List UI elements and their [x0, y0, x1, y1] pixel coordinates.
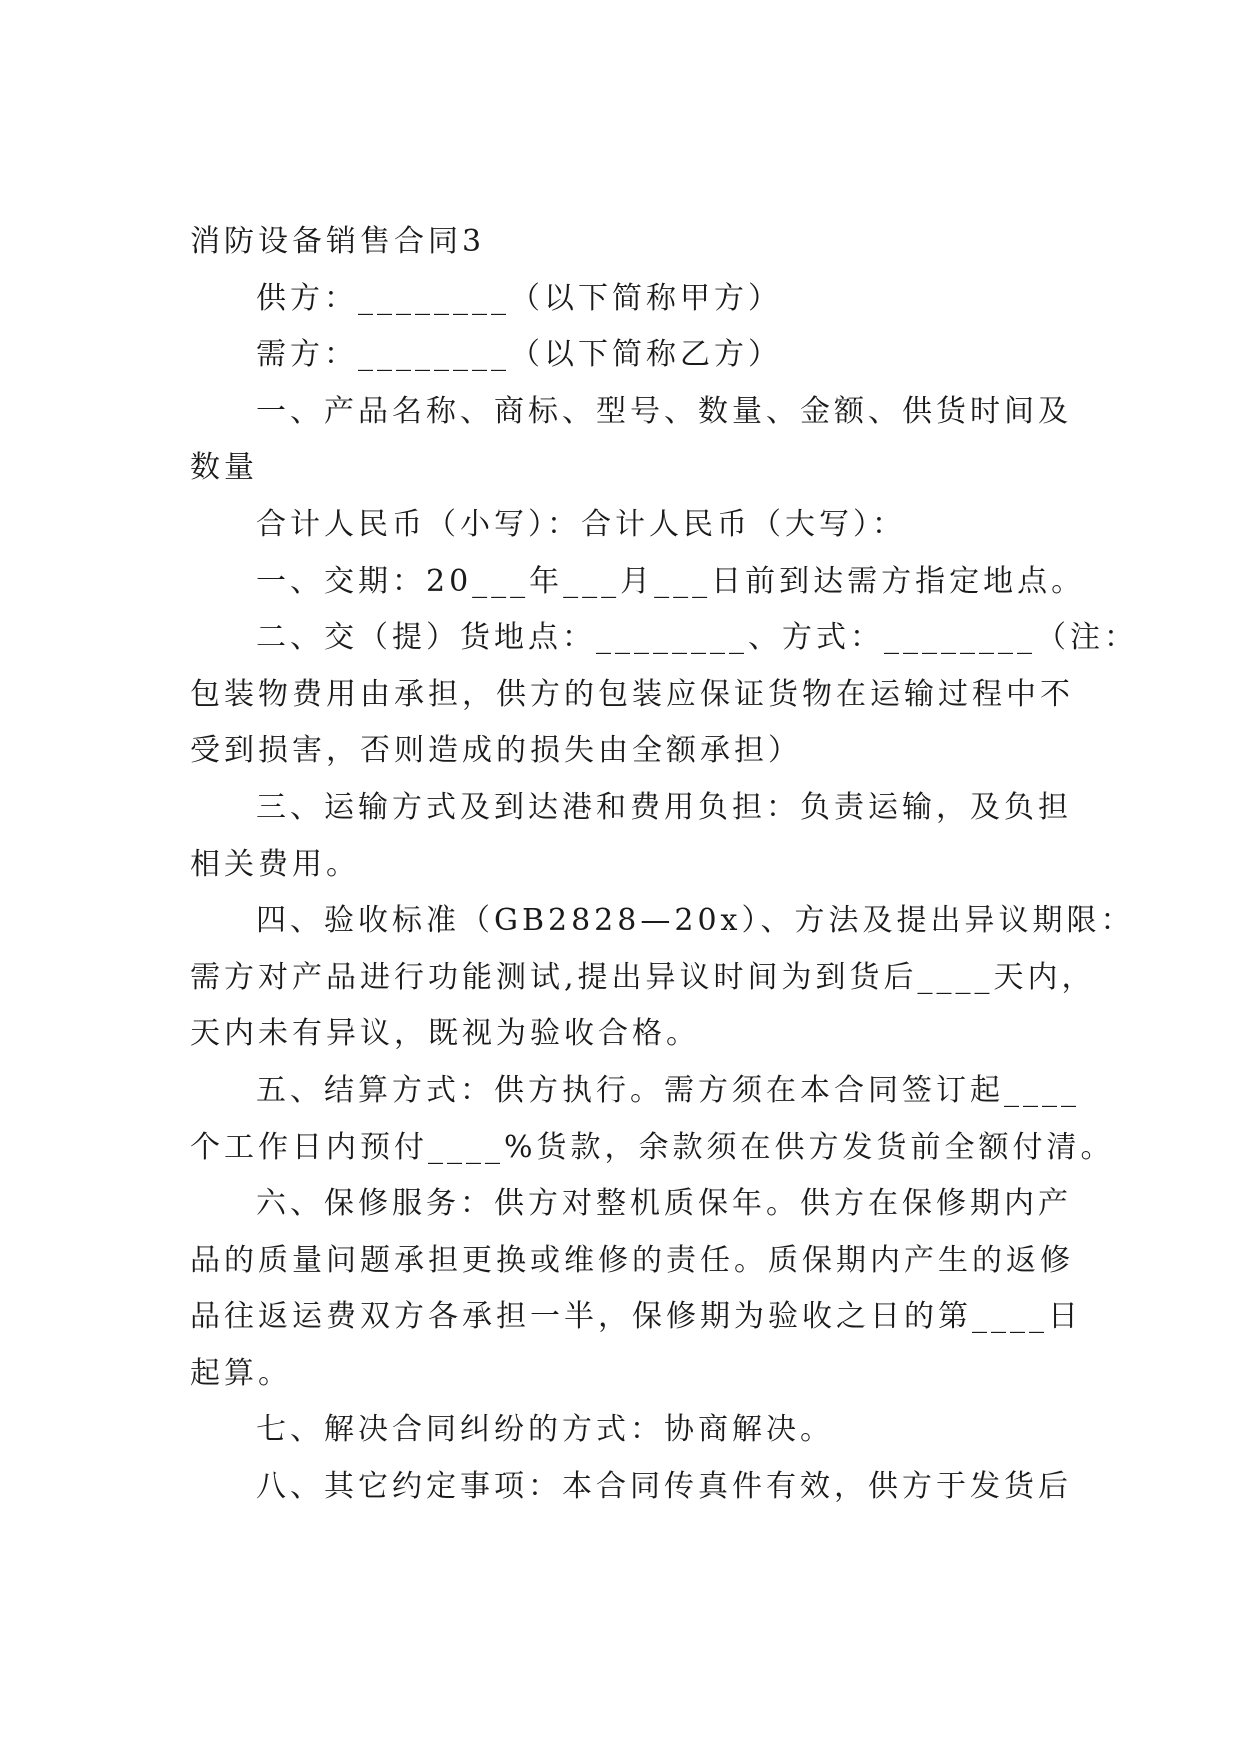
buyer-line: 需方：________（以下简称乙方） [256, 337, 782, 373]
acceptance-line-cont-2: 天内未有异议，既视为验收合格。 [190, 1016, 700, 1052]
delivery-place-line-cont-1: 包装物费用由承担，供方的包装应保证货物在运输过程中不 [190, 676, 1074, 712]
warranty-line-cont-3: 起算。 [190, 1355, 292, 1391]
dispute-line: 七、解决合同纠纷的方式：协商解决。 [256, 1412, 834, 1448]
settlement-line-cont: 个工作日内预付____%货款，余款须在供方发货前全额付清。 [190, 1129, 1115, 1165]
acceptance-line-cont-1: 需方对产品进行功能测试,提出异议时间为到货后____天内， [190, 959, 1096, 995]
document-title: 消防设备销售合同3 [190, 224, 486, 259]
total-amount-line: 合计人民币（小写）：合计人民币（大写）： [256, 506, 906, 542]
clause-1-heading: 一、产品名称、商标、型号、数量、金额、供货时间及 [256, 393, 1072, 429]
other-terms-line: 八、其它约定事项：本合同传真件有效，供方于发货后 [256, 1469, 1072, 1505]
warranty-line-cont-2: 品往返运费双方各承担一半，保修期为验收之日的第____日 [190, 1299, 1082, 1335]
delivery-place-line-cont-2: 受到损害，否则造成的损失由全额承担） [190, 733, 802, 769]
warranty-line-cont-1: 品的质量问题承担更换或维修的责任。质保期内产生的返修 [190, 1242, 1074, 1278]
clause-1-heading-cont: 数量 [190, 450, 258, 486]
contract-body [190, 214, 1138, 1516]
warranty-line: 六、保修服务：供方对整机质保年。供方在保修期内产 [256, 1186, 1072, 1222]
transport-line: 三、运输方式及到达港和费用负担：负责运输，及负担 [256, 789, 1072, 825]
settlement-line: 五、结算方式：供方执行。需方须在本合同签订起____ [256, 1072, 1080, 1108]
acceptance-line: 四、验收标准（GB2828—20x）、方法及提出异议期限： [256, 903, 1135, 939]
delivery-date-line: 一、交期：20___年___月___日前到达需方指定地点。 [256, 563, 1086, 599]
transport-line-cont: 相关费用。 [190, 846, 360, 882]
delivery-place-line: 二、交（提）货地点：________、方式：________（注： [256, 620, 1138, 656]
supplier-line: 供方：________（以下简称甲方） [256, 280, 782, 316]
